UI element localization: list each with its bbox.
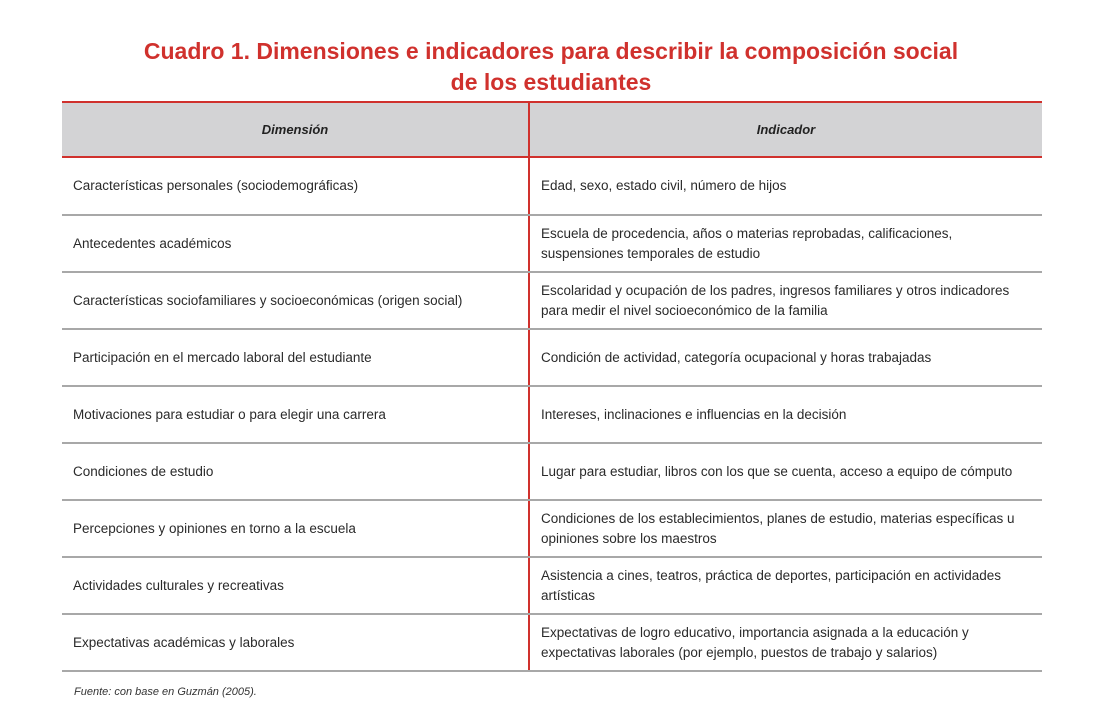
indicator-cell: Expectativas de logro educativo, importancia asignada a la educación y expectativas laborales (por ejemplo, puestos de trabajo y salarios) — [529, 614, 1042, 671]
table-row — [62, 443, 1042, 500]
indicator-cell: Escolaridad y ocupación de los padres, ingresos familiares y otros indicadores para medir el nivel socioeconómico de la familia — [529, 272, 1042, 329]
table-title — [60, 36, 1042, 98]
dimension-cell: Antecedentes académicos — [62, 215, 529, 272]
dimension-cell: Características sociofamiliares y socioeconómicas (origen social) — [62, 272, 529, 329]
dimension-cell: Características personales (sociodemográficas) — [62, 157, 529, 215]
table-header — [62, 102, 1042, 157]
table-row — [62, 386, 1042, 443]
header-indicator: Indicador — [529, 102, 1042, 157]
indicator-cell: Intereses, inclinaciones e influencias en la decisión — [529, 386, 1042, 443]
table-row — [62, 557, 1042, 614]
table-row — [62, 614, 1042, 671]
indicator-cell: Condición de actividad, categoría ocupacional y horas trabajadas — [529, 329, 1042, 386]
table-row — [62, 500, 1042, 557]
header-dimension: Dimensión — [62, 102, 529, 157]
table-row — [62, 272, 1042, 329]
indicator-cell: Edad, sexo, estado civil, número de hijos — [529, 157, 1042, 215]
table-row — [62, 329, 1042, 386]
indicator-cell: Escuela de procedencia, años o materias reprobadas, calificaciones, suspensiones temporales de estudio — [529, 215, 1042, 272]
indicator-cell: Asistencia a cines, teatros, práctica de deportes, participación en actividades artísticas — [529, 557, 1042, 614]
dimension-cell: Participación en el mercado laboral del estudiante — [62, 329, 529, 386]
dimension-cell: Condiciones de estudio — [62, 443, 529, 500]
table-row — [62, 215, 1042, 272]
source-note: Fuente: con base en Guzmán (2005). — [74, 686, 257, 698]
table-row — [62, 157, 1042, 215]
dimension-cell: Expectativas académicas y laborales — [62, 614, 529, 671]
indicator-cell: Condiciones de los establecimientos, planes de estudio, materias específicas u opiniones sobre los maestros — [529, 500, 1042, 557]
table-title-line-1: Cuadro 1. Dimensiones e indicadores para describir la composición social — [143, 38, 959, 64]
table-title-line-2: de los estudiantes — [450, 69, 652, 95]
header-row — [62, 102, 1042, 157]
indicator-cell: Lugar para estudiar, libros con los que se cuenta, acceso a equipo de cómputo — [529, 443, 1042, 500]
dimension-cell: Actividades culturales y recreativas — [62, 557, 529, 614]
dimension-cell: Percepciones y opiniones en torno a la escuela — [62, 500, 529, 557]
dimensions-table — [62, 101, 1042, 672]
table-body — [62, 157, 1042, 671]
dimension-cell: Motivaciones para estudiar o para elegir una carrera — [62, 386, 529, 443]
